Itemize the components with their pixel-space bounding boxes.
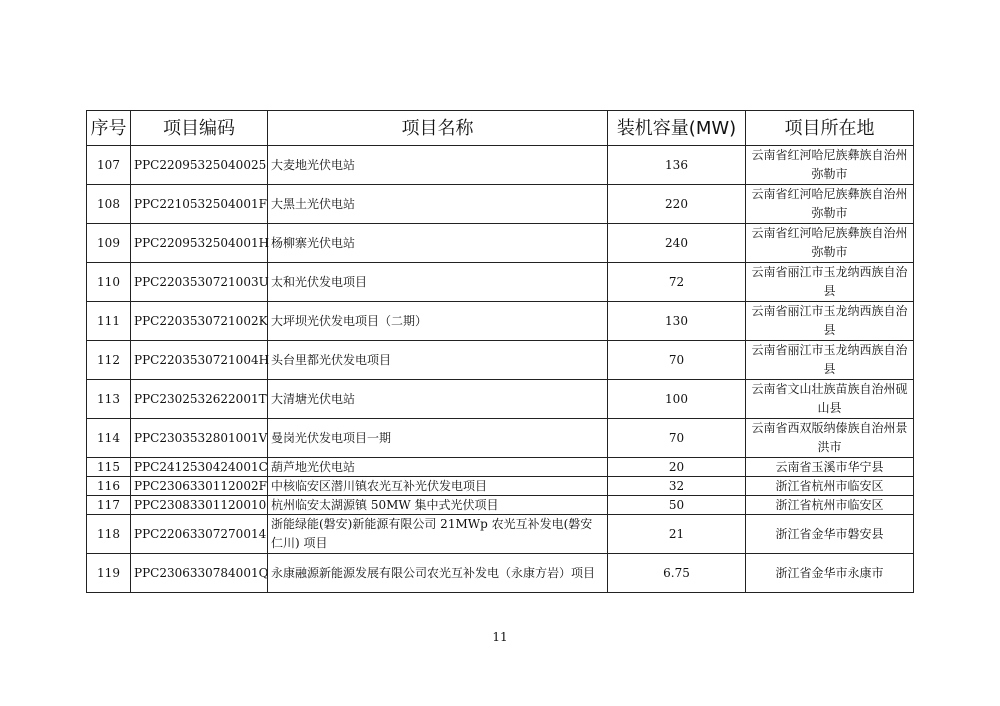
row-code: PPC2303532801001V [131, 419, 268, 458]
row-code: PPC2306330784001Q [131, 554, 268, 593]
row-name: 曼岗光伏发电项目一期 [268, 419, 608, 458]
page-number: 11 [492, 630, 508, 644]
table-row [87, 185, 914, 224]
row-location: 云南省丽江市玉龙纳西族自治县 [746, 341, 914, 380]
header-location: 项目所在地 [746, 111, 914, 146]
row-no: 112 [87, 341, 131, 380]
table-row [87, 380, 914, 419]
row-capacity: 6.75 [608, 554, 746, 593]
row-location: 云南省红河哈尼族彝族自治州弥勒市 [746, 224, 914, 263]
table-row [87, 496, 914, 515]
table-row [87, 302, 914, 341]
row-no: 107 [87, 146, 131, 185]
row-no: 109 [87, 224, 131, 263]
table-row [87, 341, 914, 380]
row-code: PPC2306330112002F [131, 477, 268, 496]
row-name: 大坪坝光伏发电项目（二期） [268, 302, 608, 341]
row-name: 中核临安区潜川镇农光互补光伏发电项目 [268, 477, 608, 496]
row-capacity: 240 [608, 224, 746, 263]
row-no: 110 [87, 263, 131, 302]
table-row [87, 146, 914, 185]
projects-table [86, 110, 914, 593]
table-header-row [87, 111, 914, 146]
row-code: PPC2210532504001F [131, 185, 268, 224]
row-location: 浙江省杭州市临安区 [746, 477, 914, 496]
table-row [87, 263, 914, 302]
row-location: 浙江省金华市磐安县 [746, 515, 914, 554]
row-no: 113 [87, 380, 131, 419]
row-name: 杭州临安太湖源镇 50MW 集中式光伏项目 [268, 496, 608, 515]
projects-table-container [86, 110, 913, 593]
row-code: PPC2209532504001H [131, 224, 268, 263]
table-row [87, 458, 914, 477]
row-name: 杨柳寨光伏电站 [268, 224, 608, 263]
row-location: 浙江省金华市永康市 [746, 554, 914, 593]
row-capacity: 72 [608, 263, 746, 302]
row-no: 119 [87, 554, 131, 593]
row-code: PPC2302532622001T [131, 380, 268, 419]
header-capacity: 装机容量(MW) [608, 111, 746, 146]
row-code: PPC22095325040025 [131, 146, 268, 185]
row-capacity: 50 [608, 496, 746, 515]
row-capacity: 32 [608, 477, 746, 496]
row-code: PPC22063307270014 [131, 515, 268, 554]
row-location: 浙江省杭州市临安区 [746, 496, 914, 515]
row-name: 大麦地光伏电站 [268, 146, 608, 185]
row-capacity: 220 [608, 185, 746, 224]
row-name: 太和光伏发电项目 [268, 263, 608, 302]
table-row [87, 224, 914, 263]
row-location: 云南省红河哈尼族彝族自治州弥勒市 [746, 146, 914, 185]
row-capacity: 70 [608, 341, 746, 380]
table-row [87, 477, 914, 496]
row-capacity: 70 [608, 419, 746, 458]
row-no: 115 [87, 458, 131, 477]
header-name: 项目名称 [268, 111, 608, 146]
table-row [87, 515, 914, 554]
row-code: PPC2412530424001C [131, 458, 268, 477]
table-row [87, 419, 914, 458]
row-code: PPC2203530721004H [131, 341, 268, 380]
row-code: PPC2203530721002K [131, 302, 268, 341]
row-location: 云南省红河哈尼族彝族自治州弥勒市 [746, 185, 914, 224]
row-no: 111 [87, 302, 131, 341]
table-row [87, 554, 914, 593]
row-code: PPC2203530721003U [131, 263, 268, 302]
row-capacity: 136 [608, 146, 746, 185]
row-name: 永康融源新能源发展有限公司农光互补发电（永康方岩）项目 [268, 554, 608, 593]
row-capacity: 21 [608, 515, 746, 554]
header-no: 序号 [87, 111, 131, 146]
row-capacity: 20 [608, 458, 746, 477]
row-name: 浙能绿能(磐安)新能源有限公司 21MWp 农光互补发电(磐安仁川) 项目 [268, 515, 608, 554]
row-location: 云南省丽江市玉龙纳西族自治县 [746, 302, 914, 341]
row-location: 云南省玉溪市华宁县 [746, 458, 914, 477]
row-name: 大清塘光伏电站 [268, 380, 608, 419]
row-location: 云南省丽江市玉龙纳西族自治县 [746, 263, 914, 302]
row-code: PPC23083301120010 [131, 496, 268, 515]
row-capacity: 100 [608, 380, 746, 419]
row-location: 云南省西双版纳傣族自治州景洪市 [746, 419, 914, 458]
row-no: 114 [87, 419, 131, 458]
row-no: 108 [87, 185, 131, 224]
row-location: 云南省文山壮族苗族自治州砚山县 [746, 380, 914, 419]
row-no: 118 [87, 515, 131, 554]
row-capacity: 130 [608, 302, 746, 341]
header-code: 项目编码 [131, 111, 268, 146]
row-name: 葫芦地光伏电站 [268, 458, 608, 477]
row-name: 大黑土光伏电站 [268, 185, 608, 224]
row-no: 116 [87, 477, 131, 496]
row-no: 117 [87, 496, 131, 515]
row-name: 头台里都光伏发电项目 [268, 341, 608, 380]
